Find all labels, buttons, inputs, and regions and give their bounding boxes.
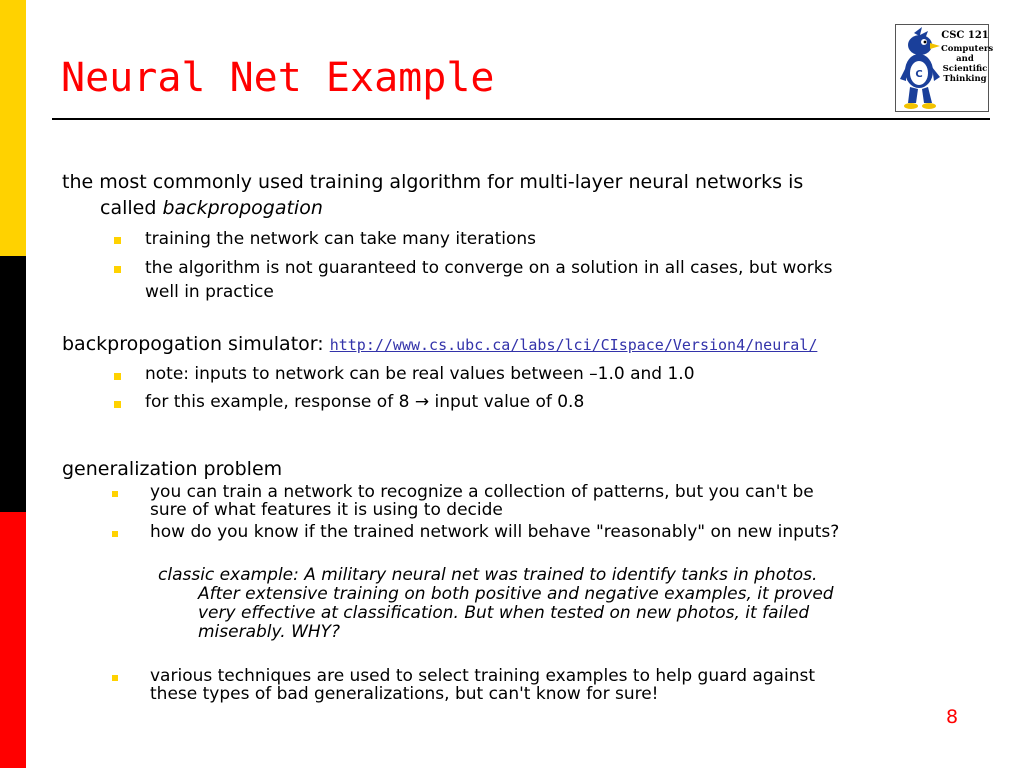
- bullet-marker: [114, 373, 121, 380]
- bullet-text-continued: these types of bad generalizations, but can't know for sure!: [150, 684, 659, 704]
- bullet-text-continued: sure of what features it is using to decide: [150, 500, 503, 520]
- section1-prefix: called: [100, 197, 163, 219]
- section1-term: backpropogation: [162, 197, 323, 219]
- bluejay-mascot-icon: [898, 27, 944, 111]
- logo-line: Computers: [941, 44, 994, 54]
- bullet-text: the algorithm is not guaranteed to converge on a solution in all cases, but works: [145, 258, 833, 278]
- course-logo: [895, 24, 994, 112]
- logo-text: [941, 30, 994, 84]
- bullet-marker: [112, 491, 118, 497]
- title-underline: [52, 118, 990, 120]
- bullet-marker: [114, 401, 121, 408]
- right-arrow-icon: →: [414, 392, 430, 412]
- logo-line: Scientific: [942, 64, 988, 74]
- section1-text: the most commonly used training algorithm for multi-layer neural networks is: [62, 171, 804, 193]
- bullet-marker: [114, 237, 121, 244]
- example-text-continued: very effective at classification. But when tested on new photos, it failed: [198, 603, 810, 623]
- bullet-text: training the network can take many iterations: [145, 229, 537, 249]
- generalization-heading: generalization problem: [62, 458, 283, 480]
- logo-line: Thinking: [943, 74, 987, 84]
- simulator-link[interactable]: http://www.cs.ubc.ca/labs/lci/CIspace/Version4/neural/: [329, 336, 818, 354]
- section1-text-continued: [100, 195, 323, 221]
- bullet-text-part: for this example, response of 8: [145, 392, 415, 412]
- logo-line: and: [956, 54, 974, 64]
- side-bar-yellow: [0, 0, 26, 256]
- bullet-marker: [114, 266, 121, 273]
- example-text-continued: After extensive training on both positive and negative examples, it proved: [198, 584, 834, 604]
- bullet-text: various techniques are used to select training examples to help guard against: [150, 666, 816, 686]
- side-bar-red: [0, 512, 26, 768]
- logo-course: CSC 121: [941, 30, 989, 41]
- bullet-text-part: input value of 0.8: [434, 392, 585, 412]
- bullet-text-continued: well in practice: [145, 282, 274, 302]
- example-text-continued: miserably. WHY?: [198, 622, 341, 642]
- bullet-text: [145, 390, 584, 414]
- bullet-marker: [112, 675, 118, 681]
- bullet-text: how do you know if the trained network will behave "reasonably" on new inputs?: [150, 522, 840, 542]
- bullet-text: note: inputs to network can be real values between –1.0 and 1.0: [145, 364, 695, 384]
- bullet-text: you can train a network to recognize a collection of patterns, but you can't be: [150, 482, 814, 502]
- example-text: classic example: A military neural net was trained to identify tanks in photos.: [158, 565, 818, 585]
- bullet-marker: [112, 531, 118, 537]
- simulator-label: backpropogation simulator:: [62, 333, 330, 355]
- page-number: 8: [946, 706, 959, 728]
- svg-text:C: C: [915, 69, 923, 80]
- simulator-line: [62, 331, 817, 358]
- slide-title: Neural Net Example: [61, 55, 495, 101]
- side-bar-black: [0, 256, 26, 512]
